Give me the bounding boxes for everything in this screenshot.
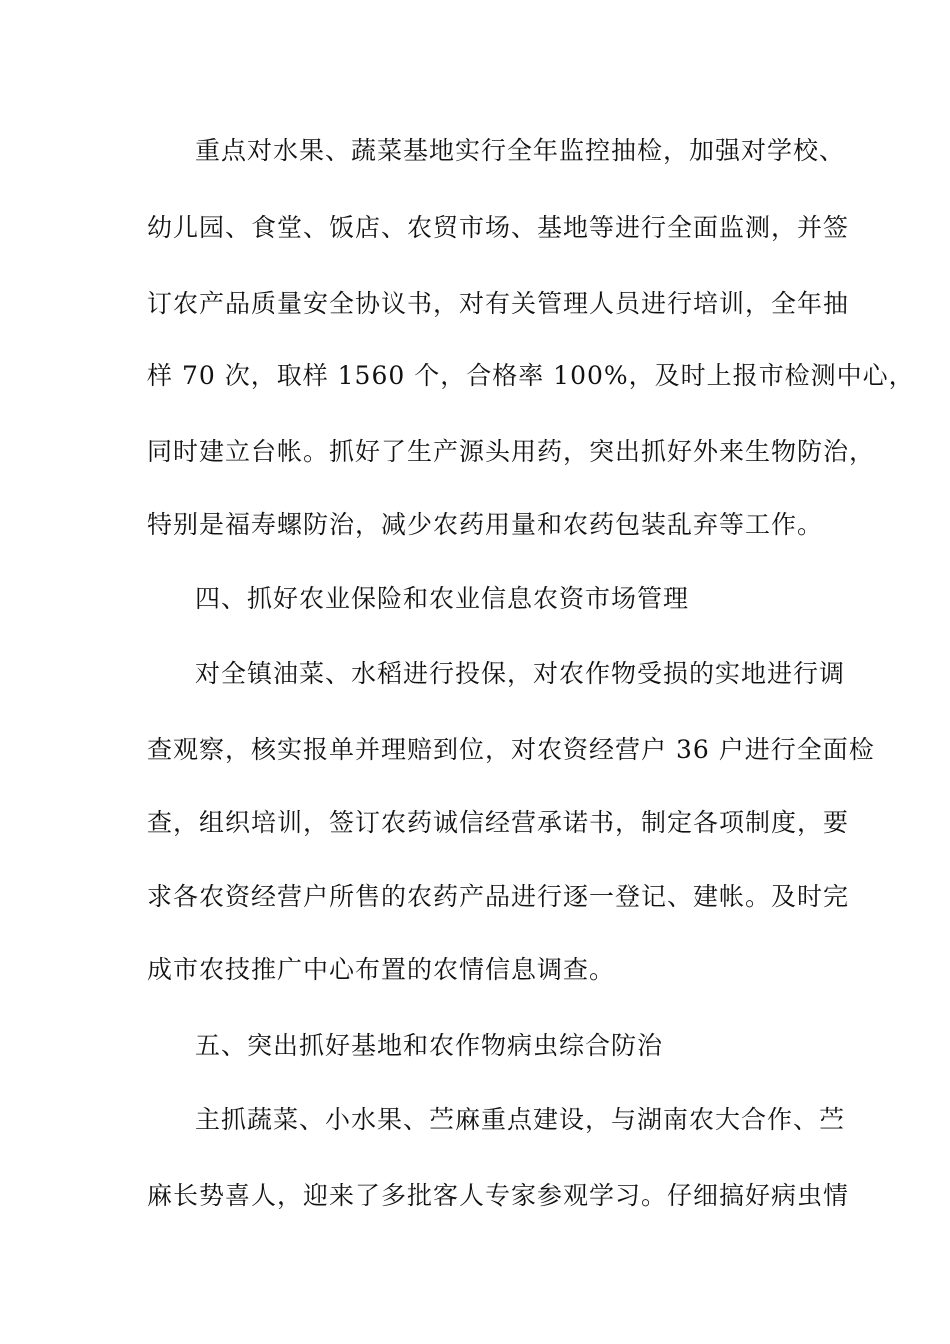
paragraph-line: 重点对水果、蔬菜基地实行全年监控抽检，加强对学校、: [195, 136, 846, 165]
section-heading: 五、突出抓好基地和农作物病虫综合防治: [195, 1031, 664, 1060]
paragraph-line: 订农产品质量安全协议书，对有关管理人员进行培训，全年抽: [147, 289, 850, 318]
paragraph-line: 对全镇油菜、水稻进行投保，对农作物受损的实地进行调: [195, 659, 846, 688]
paragraph-line: 主抓蔬菜、小水果、苎麻重点建设，与湖南农大合作、苎: [195, 1105, 846, 1134]
paragraph-line: 特别是福寿螺防治，减少农药用量和农药包装乱弃等工作。: [147, 510, 824, 539]
paragraph-line: 幼儿园、食堂、饭店、农贸市场、基地等进行全面监测，并签: [147, 213, 850, 242]
paragraph-line: 样 70 次，取样 1560 个，合格率 100%，及时上报市检测中心，: [147, 361, 915, 390]
paragraph-line: 同时建立台帐。抓好了生产源头用药，突出抓好外来生物防治，: [147, 437, 876, 466]
paragraph-line: 查观察，核实报单并理赔到位，对农资经营户 36 户进行全面检: [147, 735, 875, 764]
paragraph-line: 麻长势喜人，迎来了多批客人专家参观学习。仔细搞好病虫情: [147, 1181, 850, 1210]
paragraph-line: 成市农技推广中心布置的农情信息调查。: [147, 955, 616, 984]
section-heading: 四、抓好农业保险和农业信息农资市场管理: [195, 584, 690, 613]
paragraph-line: 求各农资经营户所售的农药产品进行逐一登记、建帐。及时完: [147, 882, 850, 911]
paragraph-line: 查，组织培训，签订农药诚信经营承诺书，制定各项制度，要: [147, 808, 850, 837]
